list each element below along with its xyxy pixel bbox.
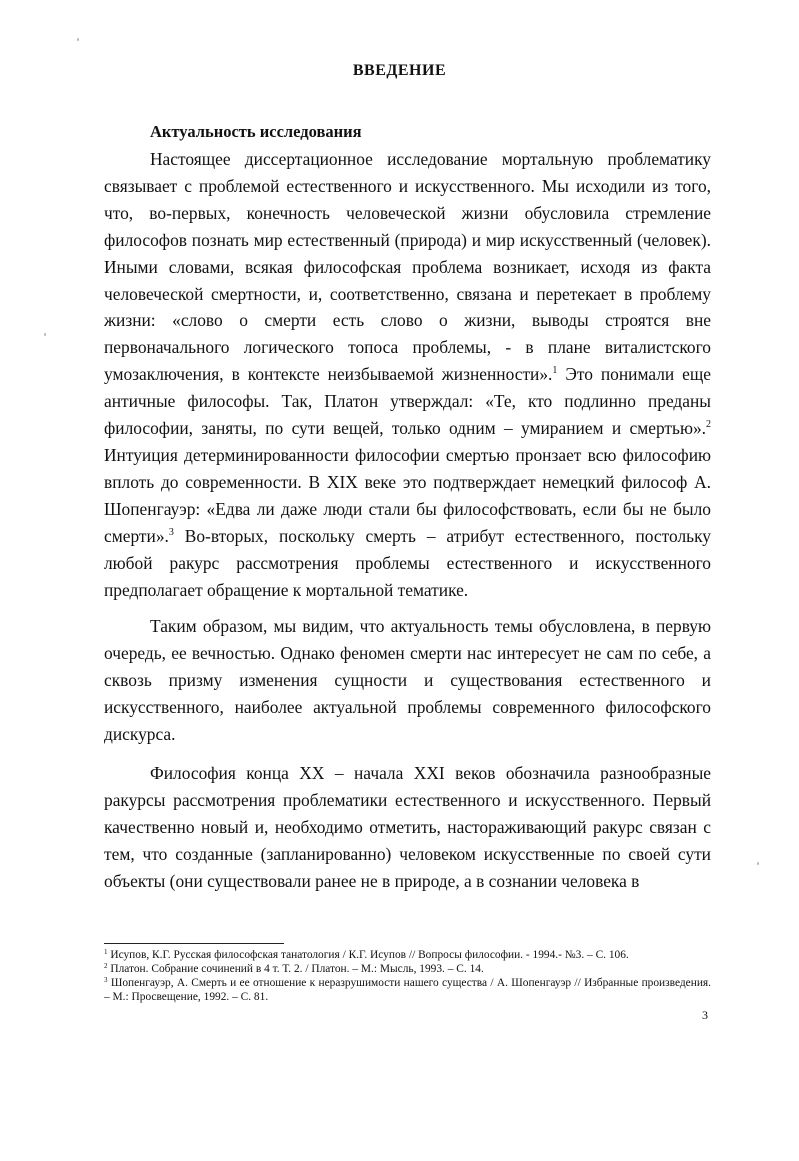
paragraph: Философия конца XX – начала XXI веков обозначила разнообразные ракурсы рассмотрения проблематики естественного и искусственного. Первый качественно новый и, необходимо отметить, настораживающий ракурс связан с тем, что созданные (запланированно) человеком искусственные по своей сути объекты (они существовали ранее не в природе, а в сознании человека в [104,762,711,891]
body-text [104,146,711,894]
footnote-ref[interactable]: 3 [168,526,174,538]
footnote-text: Шопенгауэр, А. Смерть и ее отношение к неразрушимости нашего существа / А. Шопенгауэр // Избранные произведения. – М.: Просвещение, 1992. – С. 81. [104,977,711,1003]
footnote [104,948,711,962]
scan-speck [77,38,79,41]
page-number: 3 [702,1008,708,1022]
paragraph-text: Во-вторых, поскольку смерть – атрибут естественного, постольку любой ракурс рассмотрения проблемы естественного и искусственного предполагает обращение к мортальной тематике. [104,525,711,600]
footnote [104,976,711,1004]
paragraph: Таким образом, мы видим, что актуальность темы обусловлена, в первую очередь, ее вечностью. Однако феномен смерти нас интересует не сам по себе, а сквозь призму изменения сущности и существования естественного и искусственного, наиболее актуальной проблемы современного философского дискурса. [104,616,711,745]
footnote-separator [104,943,284,944]
footnote-text: Платон. Собрание сочинений в 4 т. Т. 2. / Платон. – М.: Мысль, 1993. – С. 14. [110,963,484,975]
footnote-mark: 2 [104,962,108,970]
paragraph-text: Настоящее диссертационное исследование мортальную проблематику связывает с проблемой естественного и искусственного. Мы исходили из того, что, во-первых, конечность человеческой жизни обусловила стремление философов познать мир естественный (природа) и мир искусственный (человек). Иными словами, всякая философская проблема возникает, исходя из факта человеческой смертности, и, соответственно, связана и перетекает в проблему жизни: «слово о смерти есть слово о жизни, выводы строятся вне первоначального логического топоса проблемы, - в плане виталистского умозаключения, в контексте неизбываемой жизненности». [104,149,711,385]
footnote-text: Исупов, К.Г. Русская философская танатология / К.Г. Исупов // Вопросы философии. - 1994.- №3. – С. 106. [110,949,629,961]
footnote-mark: 1 [104,948,108,956]
paragraph-text: Это понимали еще античные философы. Так, Платон утверждал: «Те, кто подлинно преданы философии, заняты, по сути вещей, только одним – умиранием и смертью». [104,364,712,439]
footnote [104,962,711,976]
section-title: Актуальность исследования [150,122,362,141]
footnotes [104,948,711,1004]
scan-speck [757,862,759,865]
paragraph [104,146,711,603]
scan-speck [44,333,46,336]
paragraph-text: Интуиция детерминированности философии смертью пронзает всю философию вплоть до современности. В XIX веке это подтверждает немецкий философ А. Шопенгауэр: «Едва ли даже люди стали бы философствовать, если бы не было смерти». [104,444,711,546]
footnote-ref[interactable]: 2 [706,419,711,431]
footnote-ref[interactable]: 1 [552,365,558,377]
footnote-mark: 3 [104,976,108,984]
page-heading: ВВЕДЕНИЕ [352,62,447,79]
